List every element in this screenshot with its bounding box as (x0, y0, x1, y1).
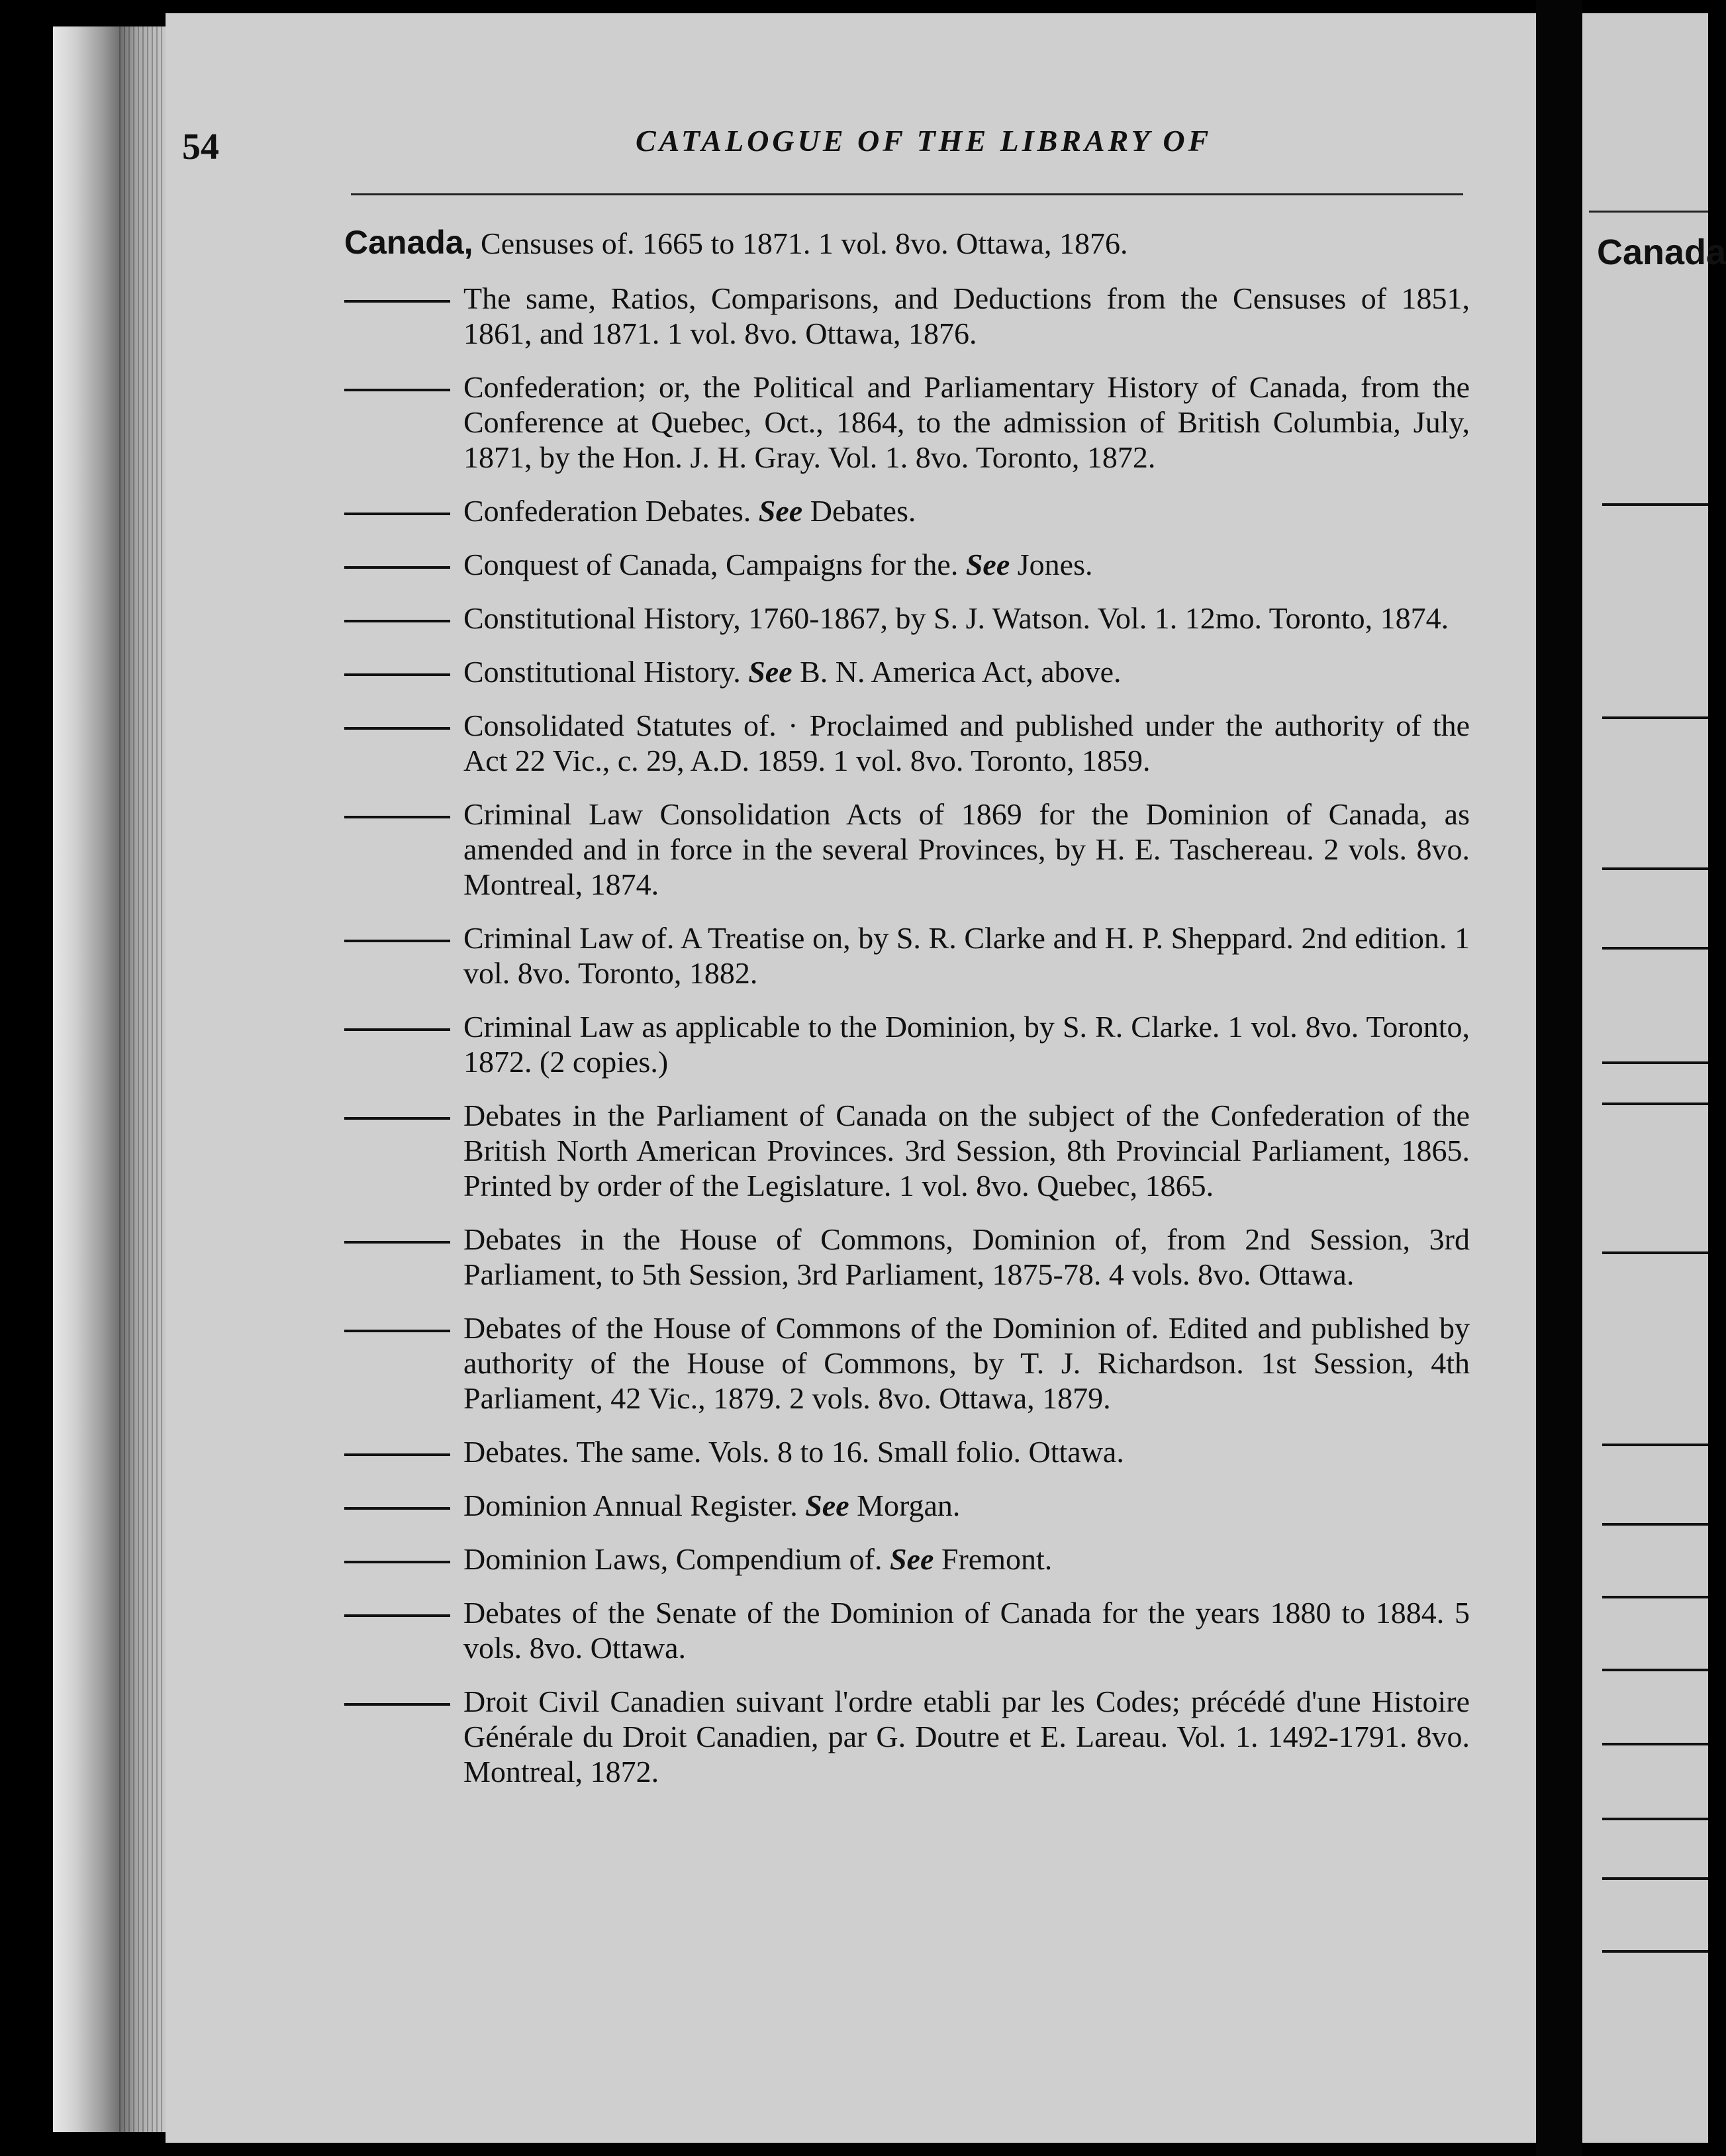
page-edge-lines (119, 26, 166, 2132)
catalogue-entry (344, 708, 1470, 778)
scan-border-bottom (0, 2143, 1708, 2156)
facing-page-dash (1602, 1818, 1708, 1820)
entry-text: Debates of the House of Commons of the Dominion of. Edited and published by authority of the House of Commons, by T. J. Richardson. 1st Session, 4th Parliament, 42 Vic., 1879. 2 vols. 8vo. Ottawa, 1879. (463, 1311, 1470, 1415)
scan-border-top (0, 0, 1708, 13)
ditto-dash (344, 940, 450, 942)
ditto-dash (344, 1703, 450, 1706)
entry-text: Dominion Annual Register. (463, 1489, 798, 1522)
ditto-dash (344, 620, 450, 622)
ditto-dash (344, 816, 450, 818)
facing-page-dash (1602, 1596, 1708, 1598)
ditto-dash (344, 513, 450, 515)
facing-page-heading: Canada (1597, 232, 1726, 272)
entry-text: Debates in the House of Commons, Dominion of, from 2nd Session, 3rd Parliament, to 5th Session, 3rd Parliament, 1875-78. 4 vols. 8vo. Ottawa. (463, 1222, 1470, 1291)
ditto-dash (344, 1561, 450, 1563)
facing-page-fragment (1582, 13, 1726, 2143)
catalogue-entry (344, 920, 1470, 991)
see-target: Fremont. (941, 1542, 1053, 1576)
catalogue-entry (344, 1542, 1470, 1577)
see-reference: See (748, 655, 792, 689)
catalogue-entry (344, 1595, 1470, 1665)
page-number: 54 (182, 126, 219, 168)
catalogue-entry (344, 369, 1470, 475)
ditto-dash (344, 1330, 450, 1332)
facing-page-rule (1589, 211, 1708, 213)
scan-border-left (0, 0, 53, 2156)
facing-page-dash (1602, 1444, 1708, 1446)
entry-text: Criminal Law as applicable to the Dominion, by S. R. Clarke. 1 vol. 8vo. Toronto, 1872. (2 copies.) (463, 1010, 1470, 1079)
facing-page-dash (1602, 1102, 1708, 1105)
entry-text: Criminal Law of. A Treatise on, by S. R. Clarke and H. P. Sheppard. 2nd edition. 1 vol. 8vo. Toronto, 1882. (463, 921, 1470, 990)
catalogue-entry (344, 654, 1470, 689)
entry-text: Consolidated Statutes of. · Proclaimed and published under the authority of the Act 22 Vic., c. 29, A.D. 1859. 1 vol. 8vo. Toronto, 1859. (463, 709, 1470, 777)
catalogue-entry (344, 1098, 1470, 1203)
catalogue-entry (344, 1684, 1470, 1789)
entry-text: Debates in the Parliament of Canada on the subject of the Confederation of the British North American Provinces. 3rd Session, 8th Provincial Parliament, 1865. Printed by order of the Legislature. 1 vol. 8vo. Quebec, 1865. (463, 1099, 1470, 1202)
entry-text: Debates of the Senate of the Dominion of Canada for the years 1880 to 1884. 5 vols. 8vo. Ottawa. (463, 1596, 1470, 1665)
catalogue-entry (344, 797, 1470, 902)
see-reference: See (758, 494, 803, 528)
facing-page-dash (1602, 1877, 1708, 1880)
catalogue-entry (344, 493, 1470, 528)
entry-text: The same, Ratios, Comparisons, and Deductions from the Censuses of 1851, 1861, and 1871. 1 vol. 8vo. Ottawa, 1876. (463, 281, 1470, 350)
ditto-dash (344, 1028, 450, 1031)
entry-text: Criminal Law Consolidation Acts of 1869 for the Dominion of Canada, as amended and in force in the several Provinces, by H. E. Taschereau. 2 vols. 8vo. Montreal, 1874. (463, 797, 1470, 901)
see-reference: See (889, 1542, 934, 1576)
facing-page-dash (1602, 867, 1708, 870)
see-target: B. N. America Act, above. (800, 655, 1122, 689)
ditto-dash (344, 1453, 450, 1456)
entry-text: Confederation Debates. (463, 494, 751, 528)
ditto-dash (344, 300, 450, 303)
entry-heading: Canada, (344, 224, 473, 261)
entry-text: Conquest of Canada, Campaigns for the. (463, 548, 959, 581)
facing-page-dash (1602, 503, 1708, 506)
catalogue-entry (344, 1434, 1470, 1469)
ditto-dash (344, 566, 450, 569)
see-target: Morgan. (857, 1489, 961, 1522)
ditto-dash (344, 1117, 450, 1120)
entry-text: Droit Civil Canadien suivant l'ordre etabli par les Codes; précédé d'une Histoire Générale du Droit Canadien, par G. Doutre et E. Lareau. Vol. 1. 1492-1791. 8vo. Montreal, 1872. (463, 1685, 1470, 1788)
book-gutter (1536, 0, 1582, 2156)
facing-page-dash (1602, 947, 1708, 950)
catalogue-entries (344, 225, 1470, 1808)
entry-text: Debates. The same. Vols. 8 to 16. Small folio. Ottawa. (463, 1435, 1124, 1469)
facing-page-dash (1602, 1061, 1708, 1064)
see-target: Jones. (1017, 548, 1093, 581)
header-rule (351, 193, 1463, 195)
entry-text: Confederation; or, the Political and Parliamentary History of Canada, from the Conference at Quebec, Oct., 1864, to the admission of British Columbia, July, 1871, by the Hon. J. H. Gray. Vol. 1. 8vo. Toronto, 1872. (463, 370, 1470, 474)
entry-text: Dominion Laws, Compendium of. (463, 1542, 883, 1576)
catalogue-entry (344, 1488, 1470, 1523)
catalogue-entry (344, 547, 1470, 582)
facing-page-dash (1602, 1950, 1708, 1953)
see-reference: See (965, 548, 1010, 581)
catalogue-entry (344, 281, 1470, 351)
facing-page-dash (1602, 716, 1708, 719)
facing-page-dash (1602, 1251, 1708, 1254)
entry-heading-line (344, 225, 1470, 261)
entry-text: Censuses of. 1665 to 1871. 1 vol. 8vo. Ottawa, 1876. (481, 226, 1128, 260)
ditto-dash (344, 727, 450, 730)
see-reference: See (805, 1489, 849, 1522)
catalogue-entry (344, 1310, 1470, 1416)
facing-page-dash (1602, 1743, 1708, 1745)
ditto-dash (344, 673, 450, 676)
entry-text: Constitutional History, 1760-1867, by S. J. Watson. Vol. 1. 12mo. Toronto, 1874. (463, 601, 1449, 635)
catalogue-entry (344, 601, 1470, 636)
ditto-dash (344, 1507, 450, 1510)
facing-page-dash (1602, 1669, 1708, 1671)
catalogue-entry (344, 1009, 1470, 1079)
see-target: Debates. (810, 494, 916, 528)
running-head: CATALOGUE OF THE LIBRARY OF (636, 124, 1212, 158)
ditto-dash (344, 1614, 450, 1617)
facing-page-dash (1602, 1523, 1708, 1526)
ditto-dash (344, 389, 450, 391)
ditto-dash (344, 1241, 450, 1244)
entry-text: Constitutional History. (463, 655, 741, 689)
catalogue-entry (344, 1222, 1470, 1292)
